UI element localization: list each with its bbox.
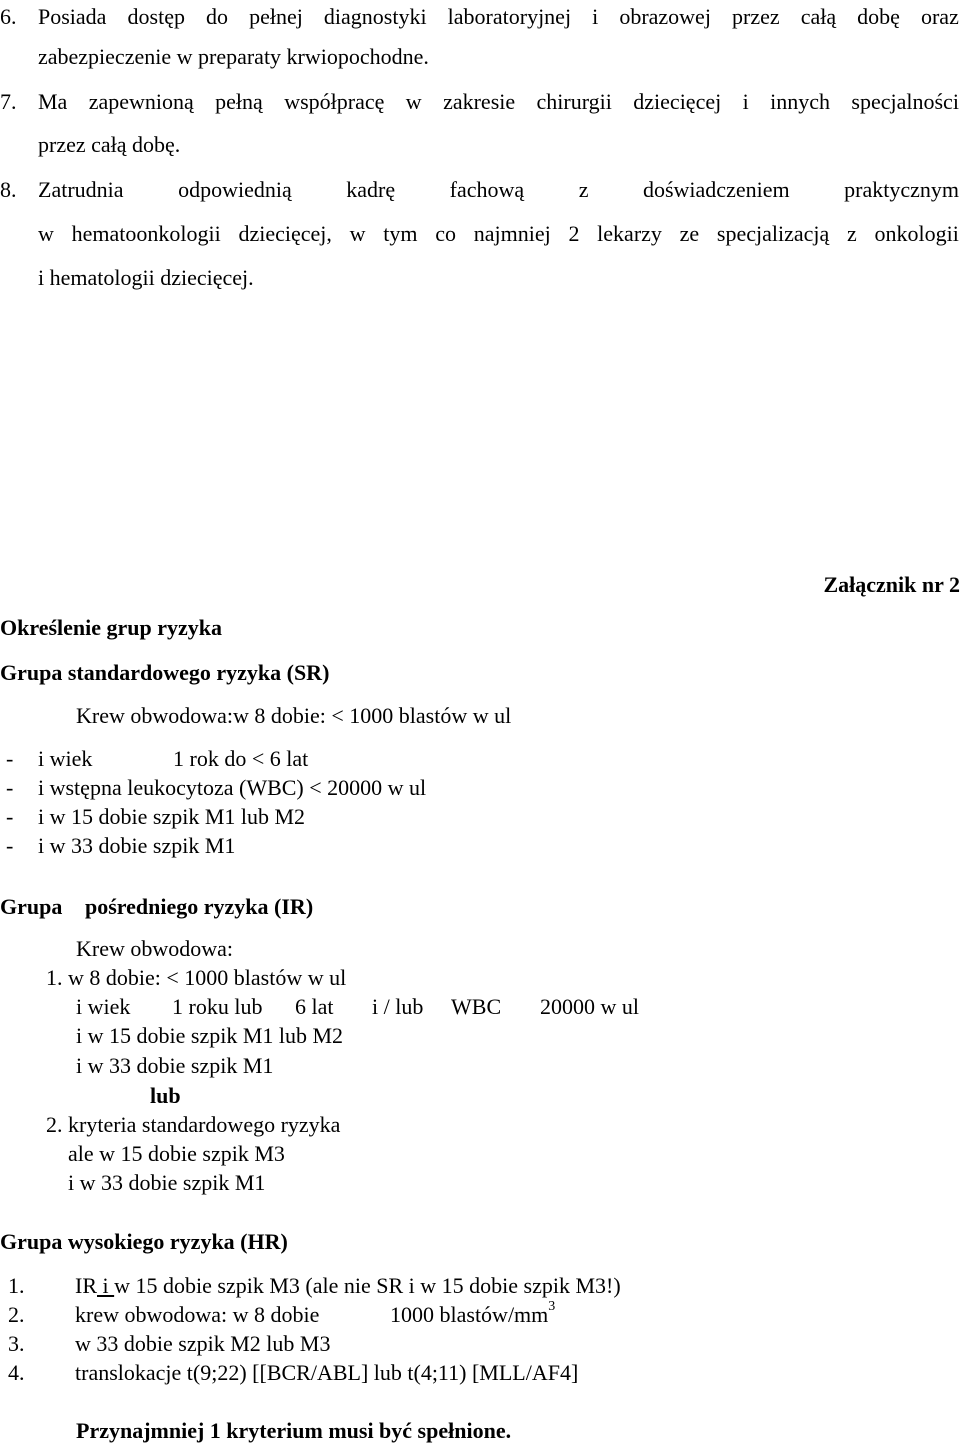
word: obrazowej	[619, 4, 711, 29]
ir-lub: lub	[150, 1083, 181, 1108]
word: zapewnioną	[88, 89, 194, 114]
word: 2	[568, 221, 580, 246]
hr-group-title: Grupa wysokiego ryzyka (HR)	[0, 1229, 288, 1254]
word: pełnej	[249, 4, 303, 29]
word: w	[349, 221, 366, 246]
sr-blood: Krew obwodowa:w 8 dobie: < 1000 blastów w ul	[76, 703, 512, 728]
word: praktycznym	[844, 177, 959, 202]
ir-line-5: 2. kryteria standardowego ryzyka	[46, 1112, 341, 1137]
word: lekarzy	[597, 221, 662, 246]
word: pełną	[215, 89, 263, 114]
word: odpowiednią	[178, 177, 292, 202]
word: z	[847, 221, 857, 246]
ir-line-2-wbc: WBC	[451, 994, 502, 1019]
sr-item-4: i w 33 dobie szpik M1	[38, 833, 236, 858]
word: całą	[800, 4, 837, 29]
word: tym	[383, 221, 418, 246]
word: doświadczeniem	[642, 177, 790, 202]
ir-blood: Krew obwodowa:	[76, 936, 234, 961]
word: fachową	[449, 177, 525, 202]
word: specjalizacją	[716, 221, 830, 246]
word: Posiada	[38, 4, 107, 29]
word: ze	[679, 221, 700, 246]
sr-item-1-value: 1 rok do < 6 lat	[173, 746, 309, 771]
ir-line-1: 1. w 8 dobie: < 1000 blastów w ul	[46, 965, 347, 990]
ir-line-2-andor: i / lub	[372, 994, 424, 1019]
word: innych	[770, 89, 831, 114]
word: dostęp	[127, 4, 185, 29]
ir-group-title-a: Grupa	[0, 894, 63, 919]
item-8-number: 8.	[0, 177, 17, 202]
word: i	[742, 89, 749, 114]
sr-dash: -	[6, 775, 14, 800]
word: Zatrudnia	[38, 177, 124, 202]
word: współpracę	[284, 89, 385, 114]
item-7-line-1	[38, 91, 959, 113]
word: dobę	[857, 4, 900, 29]
word: chirurgii	[536, 89, 612, 114]
word: w	[405, 89, 422, 114]
sr-group-title: Grupa standardowego ryzyka (SR)	[0, 660, 330, 685]
word: laboratoryjnej	[447, 4, 572, 29]
word: dziecięcej,	[238, 221, 332, 246]
sr-dash: -	[6, 746, 14, 771]
word: przez	[732, 4, 780, 29]
hr-item-4: translokacje t(9;22) [[BCR/ABL] lub t(4;11) [MLL/AF4]	[75, 1360, 579, 1385]
footer-note: Przynajmniej 1 kryterium musi być spełnione.	[76, 1418, 512, 1443]
item-8-line-2	[38, 223, 959, 245]
word: diagnostyki	[323, 4, 427, 29]
hr-item-1-underlined: i	[97, 1273, 115, 1298]
ir-group-title-b: pośredniego ryzyka (IR)	[85, 894, 314, 919]
hr-item-number: 3.	[8, 1331, 25, 1356]
word: do	[206, 4, 229, 29]
item-8-line-3: i hematologii dziecięcej.	[38, 265, 254, 290]
ir-line-6: ale w 15 dobie szpik M3	[68, 1141, 285, 1166]
hr-item-number: 1.	[8, 1273, 25, 1298]
ir-line-2-age-max: 6 lat	[295, 994, 334, 1019]
item-6-number: 6.	[0, 4, 17, 29]
ir-line-4: i w 33 dobie szpik M1	[76, 1053, 274, 1078]
ir-line-3: i w 15 dobie szpik M1 lub M2	[76, 1023, 344, 1048]
sr-item-2: i wstępna leukocytoza (WBC) < 20000 w ul	[38, 775, 427, 800]
word: i	[592, 4, 599, 29]
item-6-line-2: zabezpieczenie w preparaty krwiopochodne.	[38, 44, 429, 69]
sr-dash: -	[6, 833, 14, 858]
word: co	[435, 221, 456, 246]
annex-label: Załącznik nr 2	[823, 572, 960, 597]
word: dziecięcej	[633, 89, 722, 114]
ir-line-2-age: i wiek	[76, 994, 131, 1019]
ir-line-7: i w 33 dobie szpik M1	[68, 1170, 266, 1195]
word: oraz	[920, 4, 959, 29]
hr-item-2-value: 1000 blastów/$mm^3$	[390, 1299, 556, 1327]
word: kadrę	[346, 177, 396, 202]
item-6-line-1	[38, 6, 959, 28]
item-7-line-2: przez całą dobę.	[38, 132, 181, 157]
word: zakresie	[443, 89, 516, 114]
section-heading: Określenie grup ryzyka	[0, 615, 223, 640]
hr-item-2: krew obwodowa: w 8 dobie	[75, 1302, 320, 1327]
item-7-number: 7.	[0, 89, 17, 114]
word: specjalności	[851, 89, 959, 114]
sr-item-1: i wiek	[38, 746, 93, 771]
ir-line-2-wbc-value: 20000 w ul	[540, 994, 639, 1019]
hr-item-1: IR i w 15 dobie szpik M3 (ale nie SR i w 15 dobie szpik M3!)	[75, 1273, 621, 1298]
word: onkologii	[874, 221, 959, 246]
sr-dash: -	[6, 804, 14, 829]
ir-line-2-age-min: 1 roku lub	[172, 994, 263, 1019]
word: hematoonkologii	[71, 221, 221, 246]
word: w	[38, 221, 54, 246]
word: Ma	[38, 89, 68, 114]
hr-item-number: 2.	[8, 1302, 25, 1327]
item-8-line-1	[38, 179, 959, 201]
hr-item-3: w 33 dobie szpik M2 lub M3	[75, 1331, 331, 1356]
word: najmniej	[473, 221, 551, 246]
word: z	[578, 177, 589, 202]
hr-item-number: 4.	[8, 1360, 25, 1385]
sr-item-3: i w 15 dobie szpik M1 lub M2	[38, 804, 306, 829]
